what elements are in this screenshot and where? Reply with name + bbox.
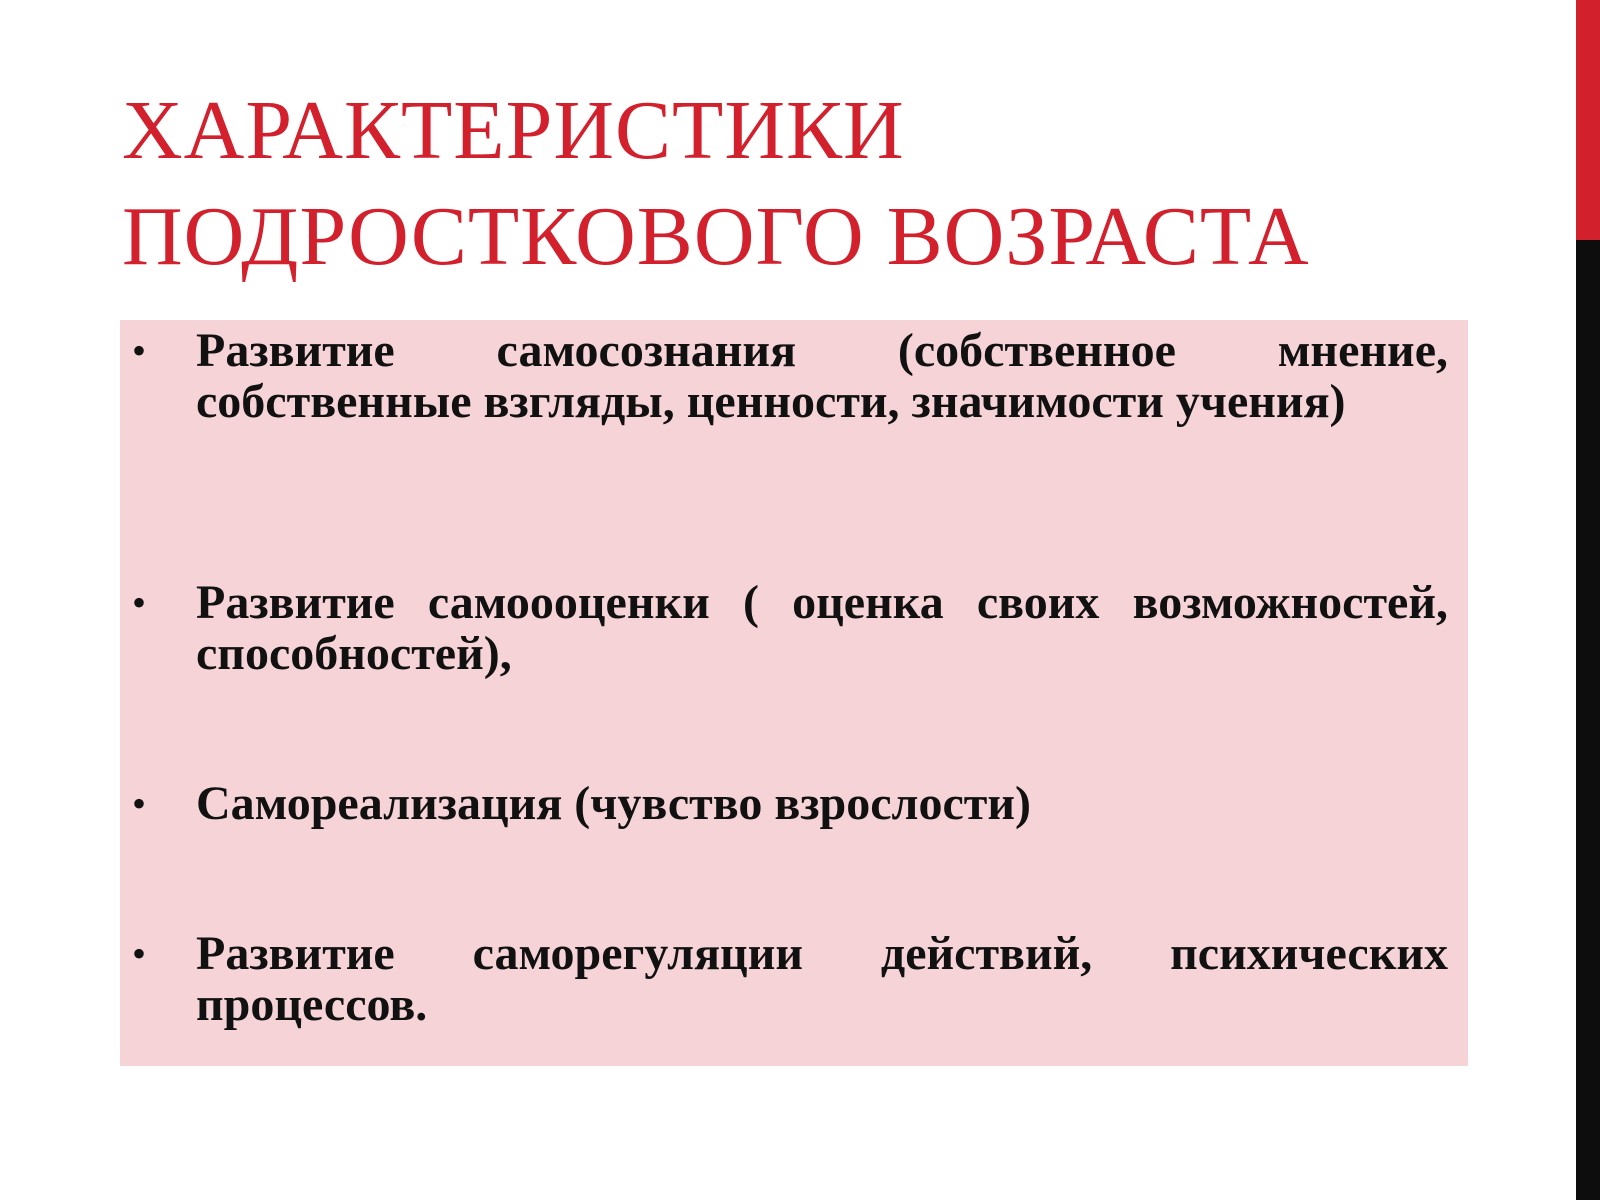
bullet-dot: • — [132, 931, 147, 976]
content-box — [120, 320, 1468, 1066]
bullet-dot: • — [132, 781, 147, 826]
title-line-1: ХАРАКТЕРИСТИКИ — [122, 84, 905, 177]
bullet-text: Развитие самоооценки ( оценка своих возможностей, способностей), — [196, 576, 1448, 680]
bullet-dot: • — [132, 328, 147, 373]
title-line-2: ПОДРОСТКОВОГО ВОЗРАСТА — [122, 190, 1310, 283]
bullet-text: Развитие самосознания (собственное мнение, собственные взгляды, ценности, значимости учения) — [196, 324, 1448, 428]
edge-accent-dark — [1576, 240, 1600, 1200]
bullet-text: Самореализация (чувство взрослости) — [196, 777, 1032, 830]
bullet-dot: • — [132, 580, 147, 625]
edge-accent-red — [1576, 0, 1600, 240]
bullet-text: Развитие саморегуляции действий, психических процессов. — [196, 927, 1448, 1031]
slide-title — [122, 78, 1542, 290]
